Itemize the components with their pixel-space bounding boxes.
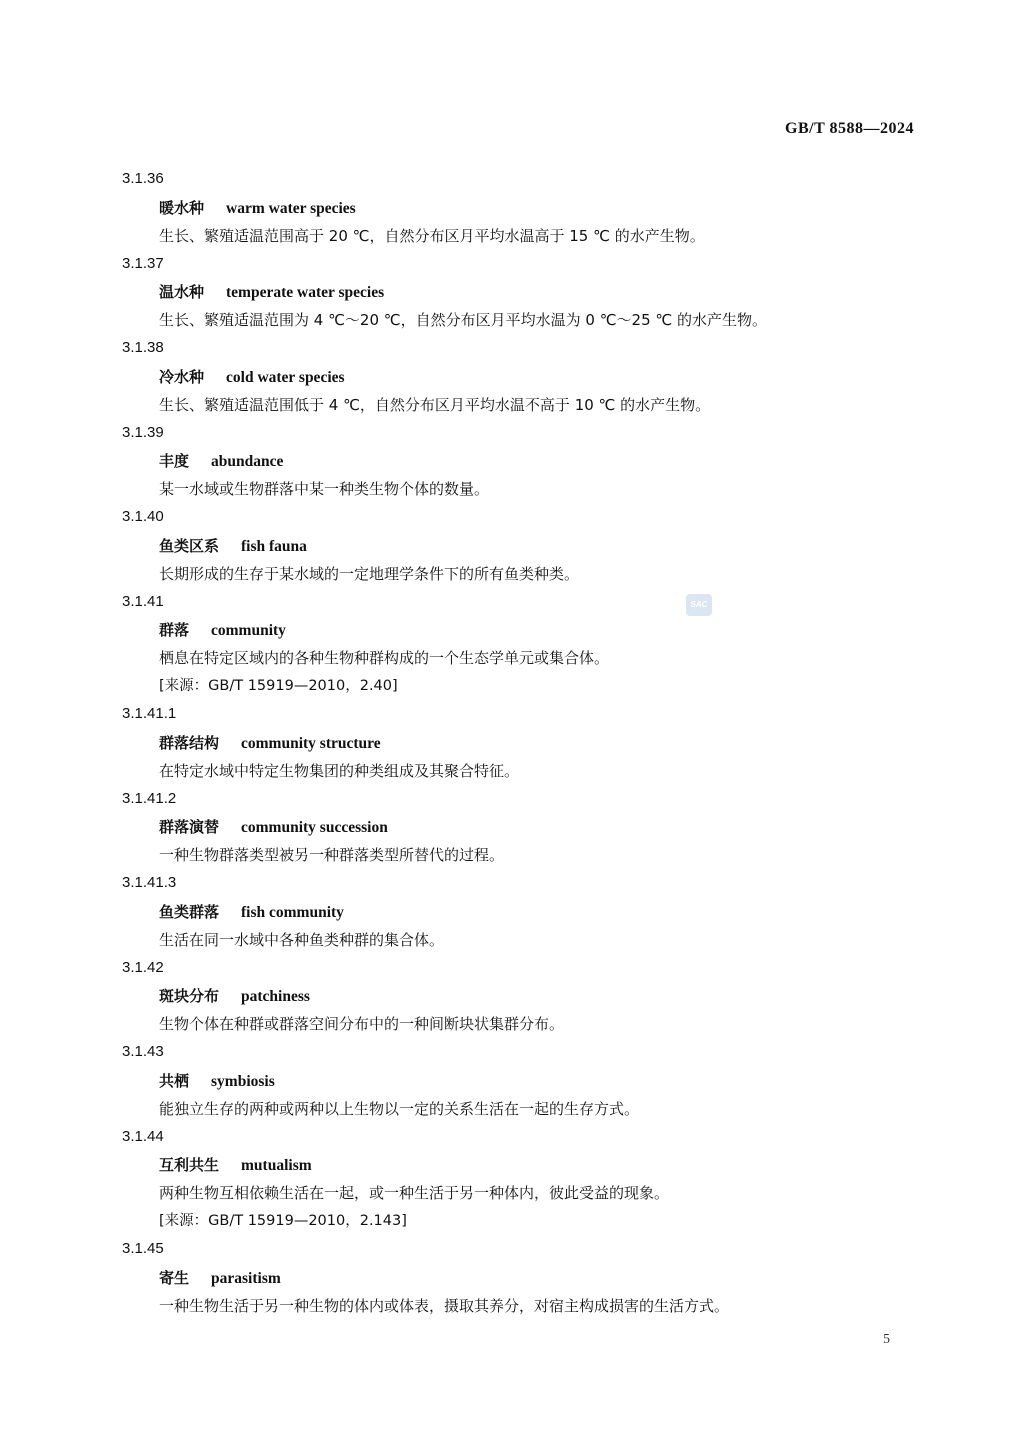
term-entry [122, 703, 922, 788]
term-chinese: 群落结构 [159, 733, 220, 752]
term-number: 3.1.44 [122, 1127, 164, 1145]
term-number: 3.1.40 [122, 508, 164, 525]
term-chinese: 丰度 [159, 452, 190, 470]
term-entry [122, 1126, 922, 1239]
term-entries [122, 168, 922, 1323]
term-english: patchiness [241, 988, 310, 1005]
term-english: community structure [241, 734, 381, 752]
term-definition: 栖息在特定区域内的各种生物种群构成的一个生态学单元或集合体。 [159, 649, 610, 667]
term-english: warm water species [226, 199, 356, 217]
term-chinese: 互利共生 [159, 1156, 220, 1174]
term-definition: 能独立生存的两种或两种以上生物以一定的关系生活在一起的生存方式。 [159, 1099, 640, 1118]
page-number: 5 [883, 1332, 890, 1347]
term-entry [122, 1238, 922, 1323]
term-definition: 生长、繁殖适温范围高于 20 ℃，自然分布区月平均水温高于 15 ℃ 的水产生物。 [159, 226, 705, 245]
term-heading [122, 732, 922, 760]
term-entry [122, 591, 922, 704]
term-english: mutualism [241, 1157, 312, 1174]
term-english: fish community [241, 903, 344, 921]
term-chinese: 温水种 [159, 283, 205, 301]
term-chinese: 群落 [159, 621, 190, 639]
term-heading [122, 197, 922, 225]
term-entry [122, 506, 922, 591]
term-definition: 两种生物互相依赖生活在一起，或一种生活于另一种体内，彼此受益的现象。 [159, 1184, 670, 1202]
sac-watermark-logo: SAC [686, 594, 712, 616]
term-number: 3.1.41.2 [122, 789, 177, 807]
term-english: community succession [241, 819, 388, 836]
term-definition: 生长、繁殖适温范围低于 4 ℃，自然分布区月平均水温不高于 10 ℃ 的水产生物。 [159, 395, 711, 414]
term-chinese: 冷水种 [159, 367, 205, 386]
term-heading [122, 985, 922, 1013]
term-number: 3.1.38 [122, 339, 164, 356]
term-heading [122, 1154, 922, 1182]
term-heading [122, 816, 922, 844]
term-english: community [211, 622, 286, 639]
term-definition: 一种生物群落类型被另一种群落类型所替代的过程。 [159, 846, 505, 864]
term-english: parasitism [211, 1269, 281, 1287]
term-source: [来源：GB/T 15919—2010，2.40] [159, 678, 398, 694]
term-heading [122, 281, 922, 309]
term-definition: 长期形成的生存于某水域的一定地理学条件下的所有鱼类种类。 [159, 564, 580, 583]
term-number: 3.1.39 [122, 423, 164, 441]
term-english: fish fauna [241, 537, 307, 555]
term-definition: 生活在同一水域中各种鱼类种群的集合体。 [159, 930, 445, 949]
term-english: temperate water species [226, 284, 385, 301]
term-definition: 在特定水域中特定生物集团的种类组成及其聚合特征。 [159, 761, 520, 780]
term-entry [122, 168, 922, 253]
term-entry [122, 1041, 922, 1126]
term-heading [122, 1267, 922, 1295]
term-heading [122, 366, 922, 394]
term-heading [122, 535, 922, 563]
term-chinese: 鱼类群落 [159, 902, 220, 921]
term-number: 3.1.41.1 [122, 705, 177, 722]
term-definition: 生物个体在种群或群落空间分布中的一种间断块状集群分布。 [159, 1015, 565, 1033]
term-entry [122, 422, 922, 507]
term-definition: 生长、繁殖适温范围为 4 ℃～20 ℃，自然分布区月平均水温为 0 ℃～25 ℃ 的水产生物。 [159, 311, 768, 329]
term-number: 3.1.36 [122, 170, 164, 187]
term-english: symbiosis [211, 1072, 275, 1090]
term-english: abundance [211, 453, 284, 470]
term-number: 3.1.41.3 [122, 874, 177, 891]
term-heading [122, 901, 922, 929]
term-number: 3.1.37 [122, 254, 164, 272]
term-definition: 一种生物生活于另一种生物的体内或体表，摄取其养分，对宿主构成损害的生活方式。 [159, 1296, 730, 1315]
term-number: 3.1.41 [122, 592, 164, 610]
term-number: 3.1.45 [122, 1240, 164, 1257]
term-entry [122, 253, 922, 338]
term-chinese: 共栖 [159, 1071, 190, 1090]
term-chinese: 鱼类区系 [159, 536, 220, 555]
term-english: cold water species [226, 368, 345, 386]
term-entry [122, 957, 922, 1042]
term-number: 3.1.43 [122, 1043, 164, 1060]
term-chinese: 群落演替 [159, 818, 220, 836]
term-entry [122, 872, 922, 957]
standard-code: GB/T 8588—2024 [785, 120, 914, 137]
term-heading [122, 450, 922, 478]
term-source: [来源：GB/T 15919—2010，2.143] [159, 1213, 407, 1229]
term-chinese: 暖水种 [159, 198, 205, 217]
term-heading [122, 1070, 922, 1098]
term-entry [122, 337, 922, 422]
term-definition: 某一水域或生物群落中某一种类生物个体的数量。 [159, 480, 490, 498]
term-number: 3.1.42 [122, 958, 164, 976]
term-entry [122, 788, 922, 873]
term-heading [122, 619, 922, 647]
term-chinese: 斑块分布 [159, 987, 220, 1005]
term-chinese: 寄生 [159, 1268, 190, 1287]
